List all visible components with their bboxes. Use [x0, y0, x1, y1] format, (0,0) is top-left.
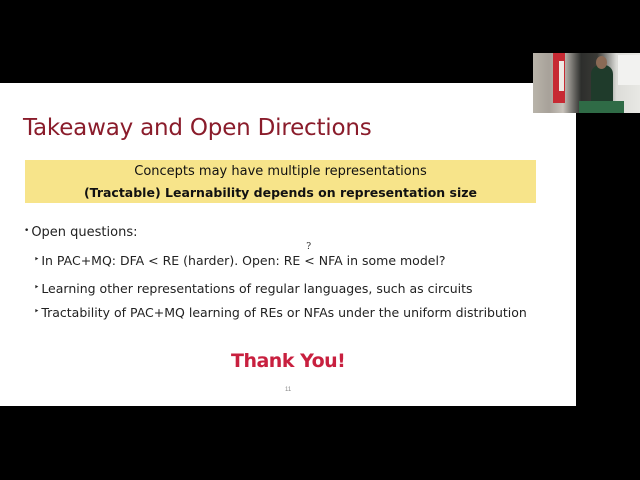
slide-title: Takeaway and Open Directions: [23, 115, 372, 141]
bullet-text: Open questions:: [31, 225, 138, 240]
sub-bullet-text: Learning other representations of regular languages, such as circuits: [41, 281, 473, 296]
sub-bullet-text-suffix: NFA in some model?: [314, 253, 446, 268]
speaker-head: [596, 56, 607, 69]
sub-bullet-2: [34, 281, 473, 296]
highlight-line-2: (Tractable) Learnability depends on representation size: [83, 185, 478, 200]
speaker-video-inset: [533, 53, 640, 113]
sub-bullet-text: In PAC+MQ: DFA < RE (harder). Open: RE: [41, 253, 305, 268]
bullet-marker-icon: •: [24, 226, 30, 236]
page-number: 11: [285, 387, 292, 393]
highlight-line-1: Concepts may have multiple representations: [134, 164, 427, 179]
bullet-open-questions: [24, 225, 137, 240]
sub-bullet-marker-icon: ‣: [34, 307, 40, 317]
question-less-than-symbol: [304, 242, 315, 268]
highlight-box: [25, 160, 536, 203]
bullet-list: [24, 225, 527, 320]
projector-screen: [618, 55, 640, 85]
sub-bullet-marker-icon: ‣: [34, 255, 40, 265]
sub-bullet-marker-icon: ‣: [34, 283, 40, 293]
sub-bullet-1: [34, 242, 446, 268]
podium: [579, 101, 624, 113]
presentation-slide: [0, 83, 576, 406]
sub-bullet-3: [34, 305, 527, 320]
flag-stripe: [559, 61, 564, 91]
thank-you-text: Thank You!: [231, 350, 346, 372]
sub-bullet-text: Tractability of PAC+MQ learning of REs or NFAs under the uniform distribution: [41, 305, 527, 320]
less-than: <: [304, 253, 315, 268]
question-mark: ?: [306, 242, 312, 252]
